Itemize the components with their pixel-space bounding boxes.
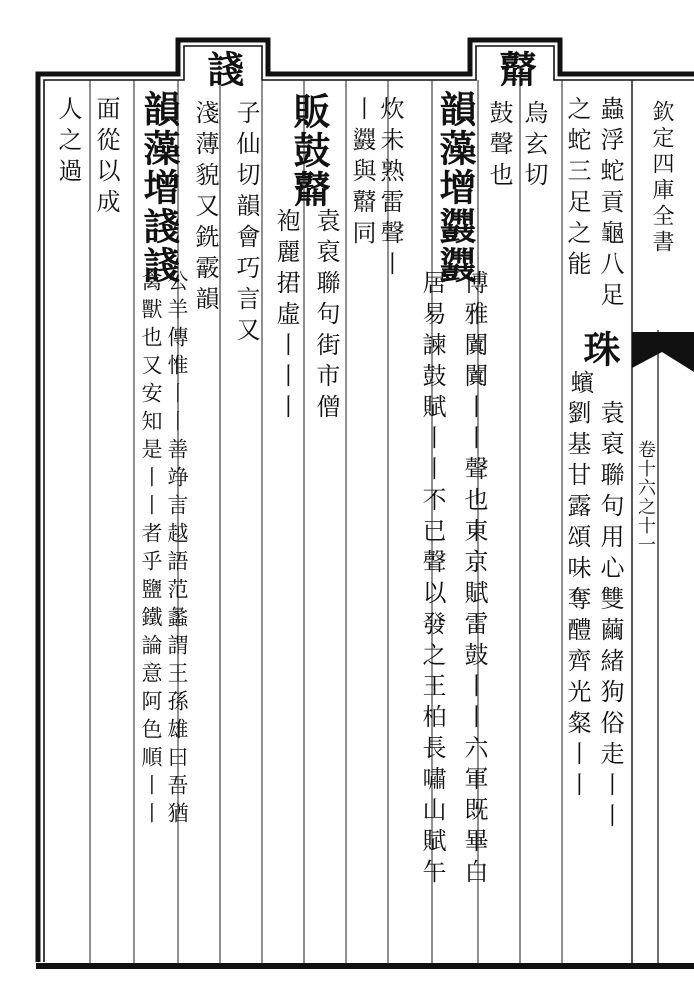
text-column-6: 鼓聲也 xyxy=(485,100,513,193)
text-column-12: 袍麗捃虛丨丨丨 xyxy=(272,208,300,425)
pronunciation-note: 烏玄切 xyxy=(520,100,548,193)
text-column-16: 禽獸也又安知是丨丨者乎鹽鐵論意阿色順丨丨 xyxy=(139,270,163,830)
text-column-7: 博雅闐闐丨丨聲也東京賦雷鼓丨丨六軍既畢白 xyxy=(460,270,488,890)
text-column-2: 之蛇三足之能 xyxy=(563,96,591,282)
entry-head-fangu: 販鼓鼘 xyxy=(287,92,331,209)
text-column-13: 子仙切韻會巧言又 xyxy=(232,100,260,348)
yunzao-heading-2: 韻藻增諓諓 xyxy=(137,90,181,285)
entry-head-pin: 蠙 xyxy=(566,370,594,401)
entry-head-yuan: 鼘 xyxy=(493,50,537,89)
text-column-3: 袁裒聯句用心雙繭緒狗俗走丨丨 xyxy=(596,400,624,834)
yunzao-heading-1: 韻藻增鼝鼝 xyxy=(433,90,477,285)
text-column-17: 面從以成 xyxy=(92,96,120,220)
margin-title: 欽定四庫全書 xyxy=(649,100,674,256)
text-column-4: 劉基甘露頌味奪醴齊光粲丨丨 xyxy=(563,400,591,803)
fishtail-mark xyxy=(632,332,694,372)
text-column-10: 丨鼝與鼘同 xyxy=(348,96,376,251)
entry-head-zhu: 珠 xyxy=(577,330,621,369)
text-column-1: 蟲浮蛇貢龜八足 xyxy=(596,96,624,313)
text-column-18: 人之過 xyxy=(54,96,82,189)
text-column-15: 公羊傳惟丨丨善竫言越語范蠡謂王孫雄曰吾猶 xyxy=(165,270,189,830)
entry-head-jian: 諓 xyxy=(201,50,245,89)
text-column-8: 居易諫鼓賦丨丨不已聲以發之王柏長嘯山賦午 xyxy=(418,270,446,890)
text-column-9: 炊未熟雷聲丨 xyxy=(376,96,404,282)
text-column-11: 袁裒聯句街市僧 xyxy=(312,208,340,425)
margin-volume: 卷十六之十一 xyxy=(635,440,656,554)
text-column-14: 淺薄貌又銑霰韻 xyxy=(191,100,219,317)
